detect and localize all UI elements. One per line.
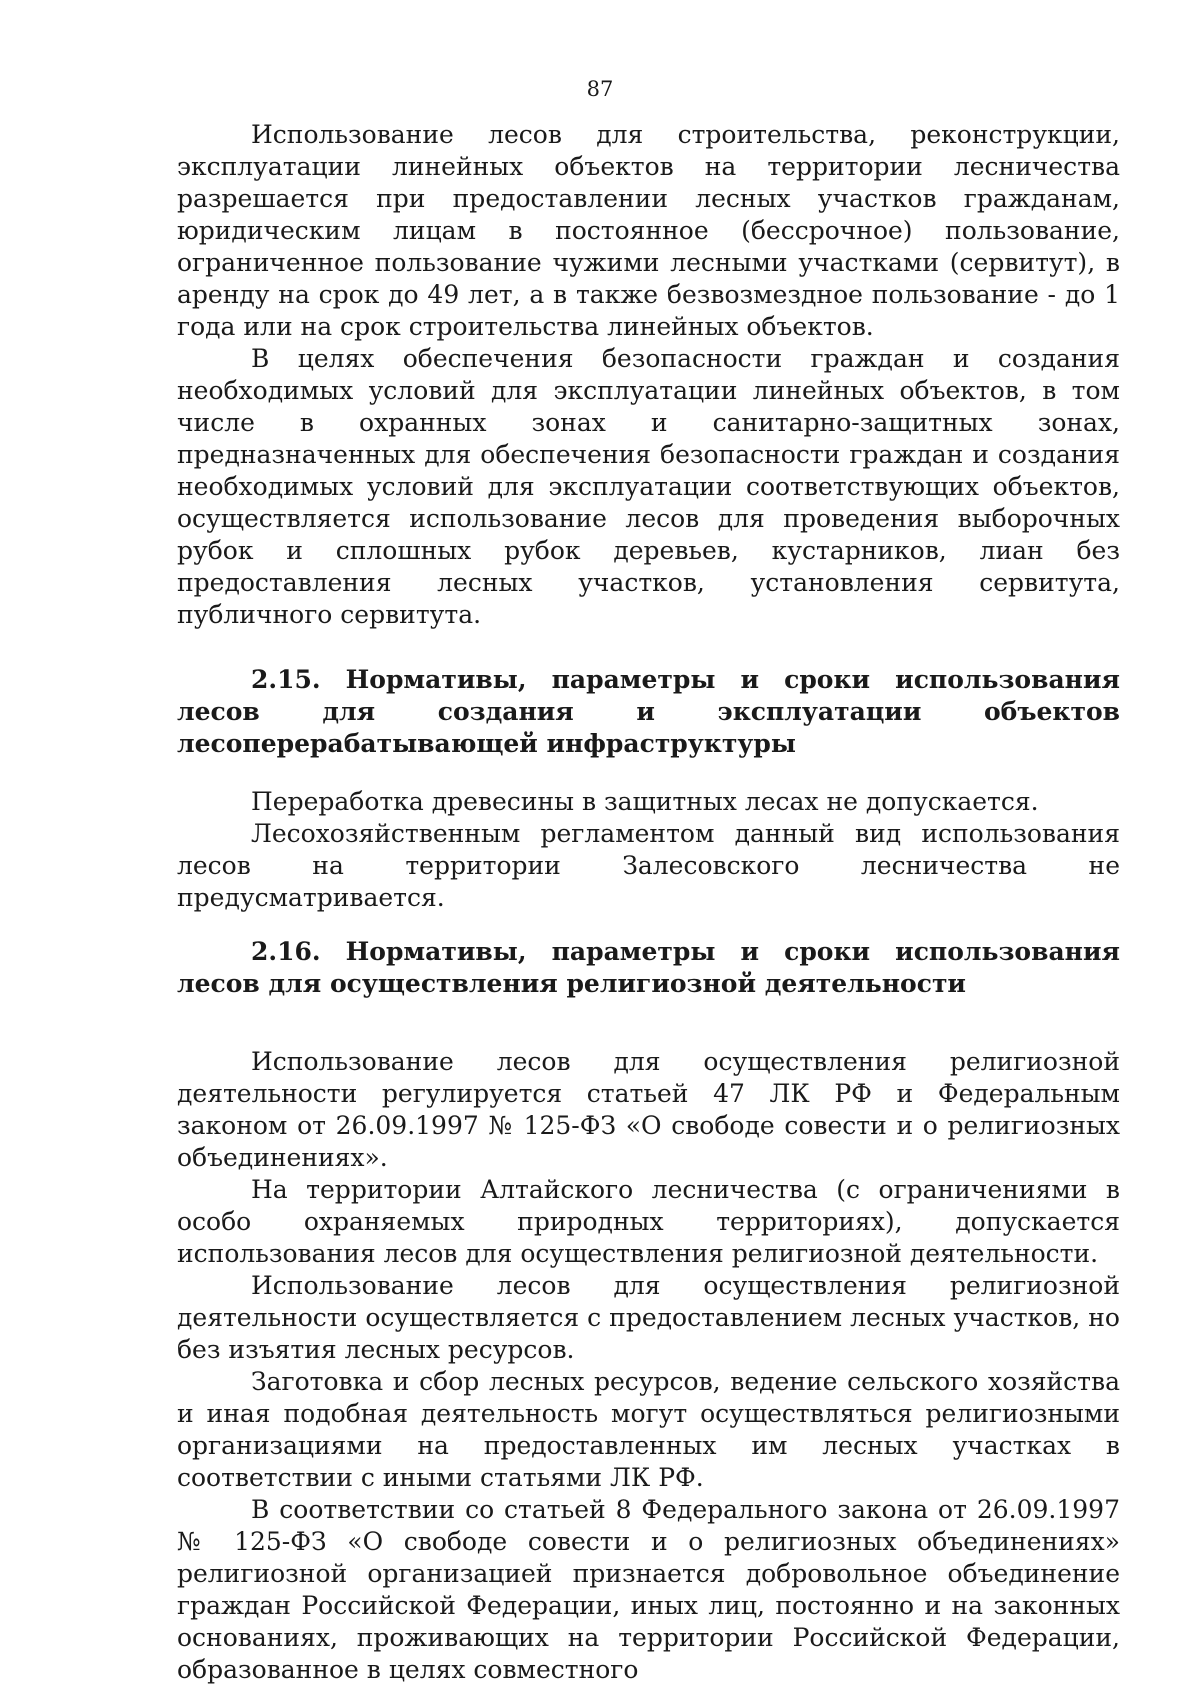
paragraph-harvesting: Заготовка и сбор лесных ресурсов, ведение сельского хозяйства и иная подобная деятельность могут осуществляться религиозными организациями на предоставленных им лесных участках в соответствии с иными статьями ЛК РФ.	[177, 1367, 1120, 1492]
paragraph-wood-processing: Переработка древесины в защитных лесах не допускается.	[251, 787, 1039, 816]
page-number: 87	[586, 77, 614, 101]
page-content	[177, 119, 1120, 1686]
paragraph-safety-logging: В целях обеспечения безопасности граждан и создания необходимых условий для эксплуатации линейных объектов, в том числе в охранных зонах и санитарно-защитных зонах, предназначенных для обеспечения безопасности граждан и создания необходимых условий для эксплуатации соответствующих объектов, осуществляется использование лесов для проведения выборочных рубок и сплошных рубок деревьев, кустарников, лиан без предоставления лесных участков, установления сервитута, публичного сервитута.	[177, 344, 1120, 629]
paragraph-article-8: В соответствии со статьей 8 Федерального закона от 26.09.1997 № 125-ФЗ «О свободе совести и о религиозных объединениях» религиозной организацией признается добровольное объединение граждан Российской Федерации, иных лиц, постоянно и на законных основаниях, проживающих на территории Российской Федерации, образованное в целях совместного	[177, 1495, 1120, 1684]
paragraph-regulation-not-provided: Лесохозяйственным регламентом данный вид использования лесов на территории Залесовского лесничества не предусматривается.	[177, 819, 1120, 912]
section-heading-2-15: 2.15. Нормативы, параметры и сроки использования лесов для создания и эксплуатации объектов лесоперерабатывающей инфраструктуры	[177, 665, 1120, 758]
paragraph-linear-objects: Использование лесов для строительства, реконструкции, эксплуатации линейных объектов на территории лесничества разрешается при предоставлении лесных участков гражданам, юридическим лицам в постоянное (бессрочное) пользование, ограниченное пользование чужими лесными участками (сервитут), в аренду на срок до 49 лет, а в также безвозмездное пользование - до 1 года или на срок строительства линейных объектов.	[177, 120, 1120, 341]
paragraph-altai-forestry: На территории Алтайского лесничества (с ограничениями в особо охраняемых природных территориях), допускается использования лесов для осуществления религиозной деятельности.	[177, 1175, 1120, 1268]
section-heading-2-16: 2.16. Нормативы, параметры и сроки использования лесов для осуществления религиозной деятельности	[177, 937, 1120, 998]
paragraph-religious-law: Использование лесов для осуществления религиозной деятельности регулируется статьей 47 ЛК РФ и Федеральным законом от 26.09.1997 № 125-ФЗ «О свободе совести и о религиозных объединениях».	[177, 1047, 1120, 1172]
paragraph-land-plots: Использование лесов для осуществления религиозной деятельности осуществляется с предоставлением лесных участков, но без изъятия лесных ресурсов.	[177, 1271, 1120, 1364]
